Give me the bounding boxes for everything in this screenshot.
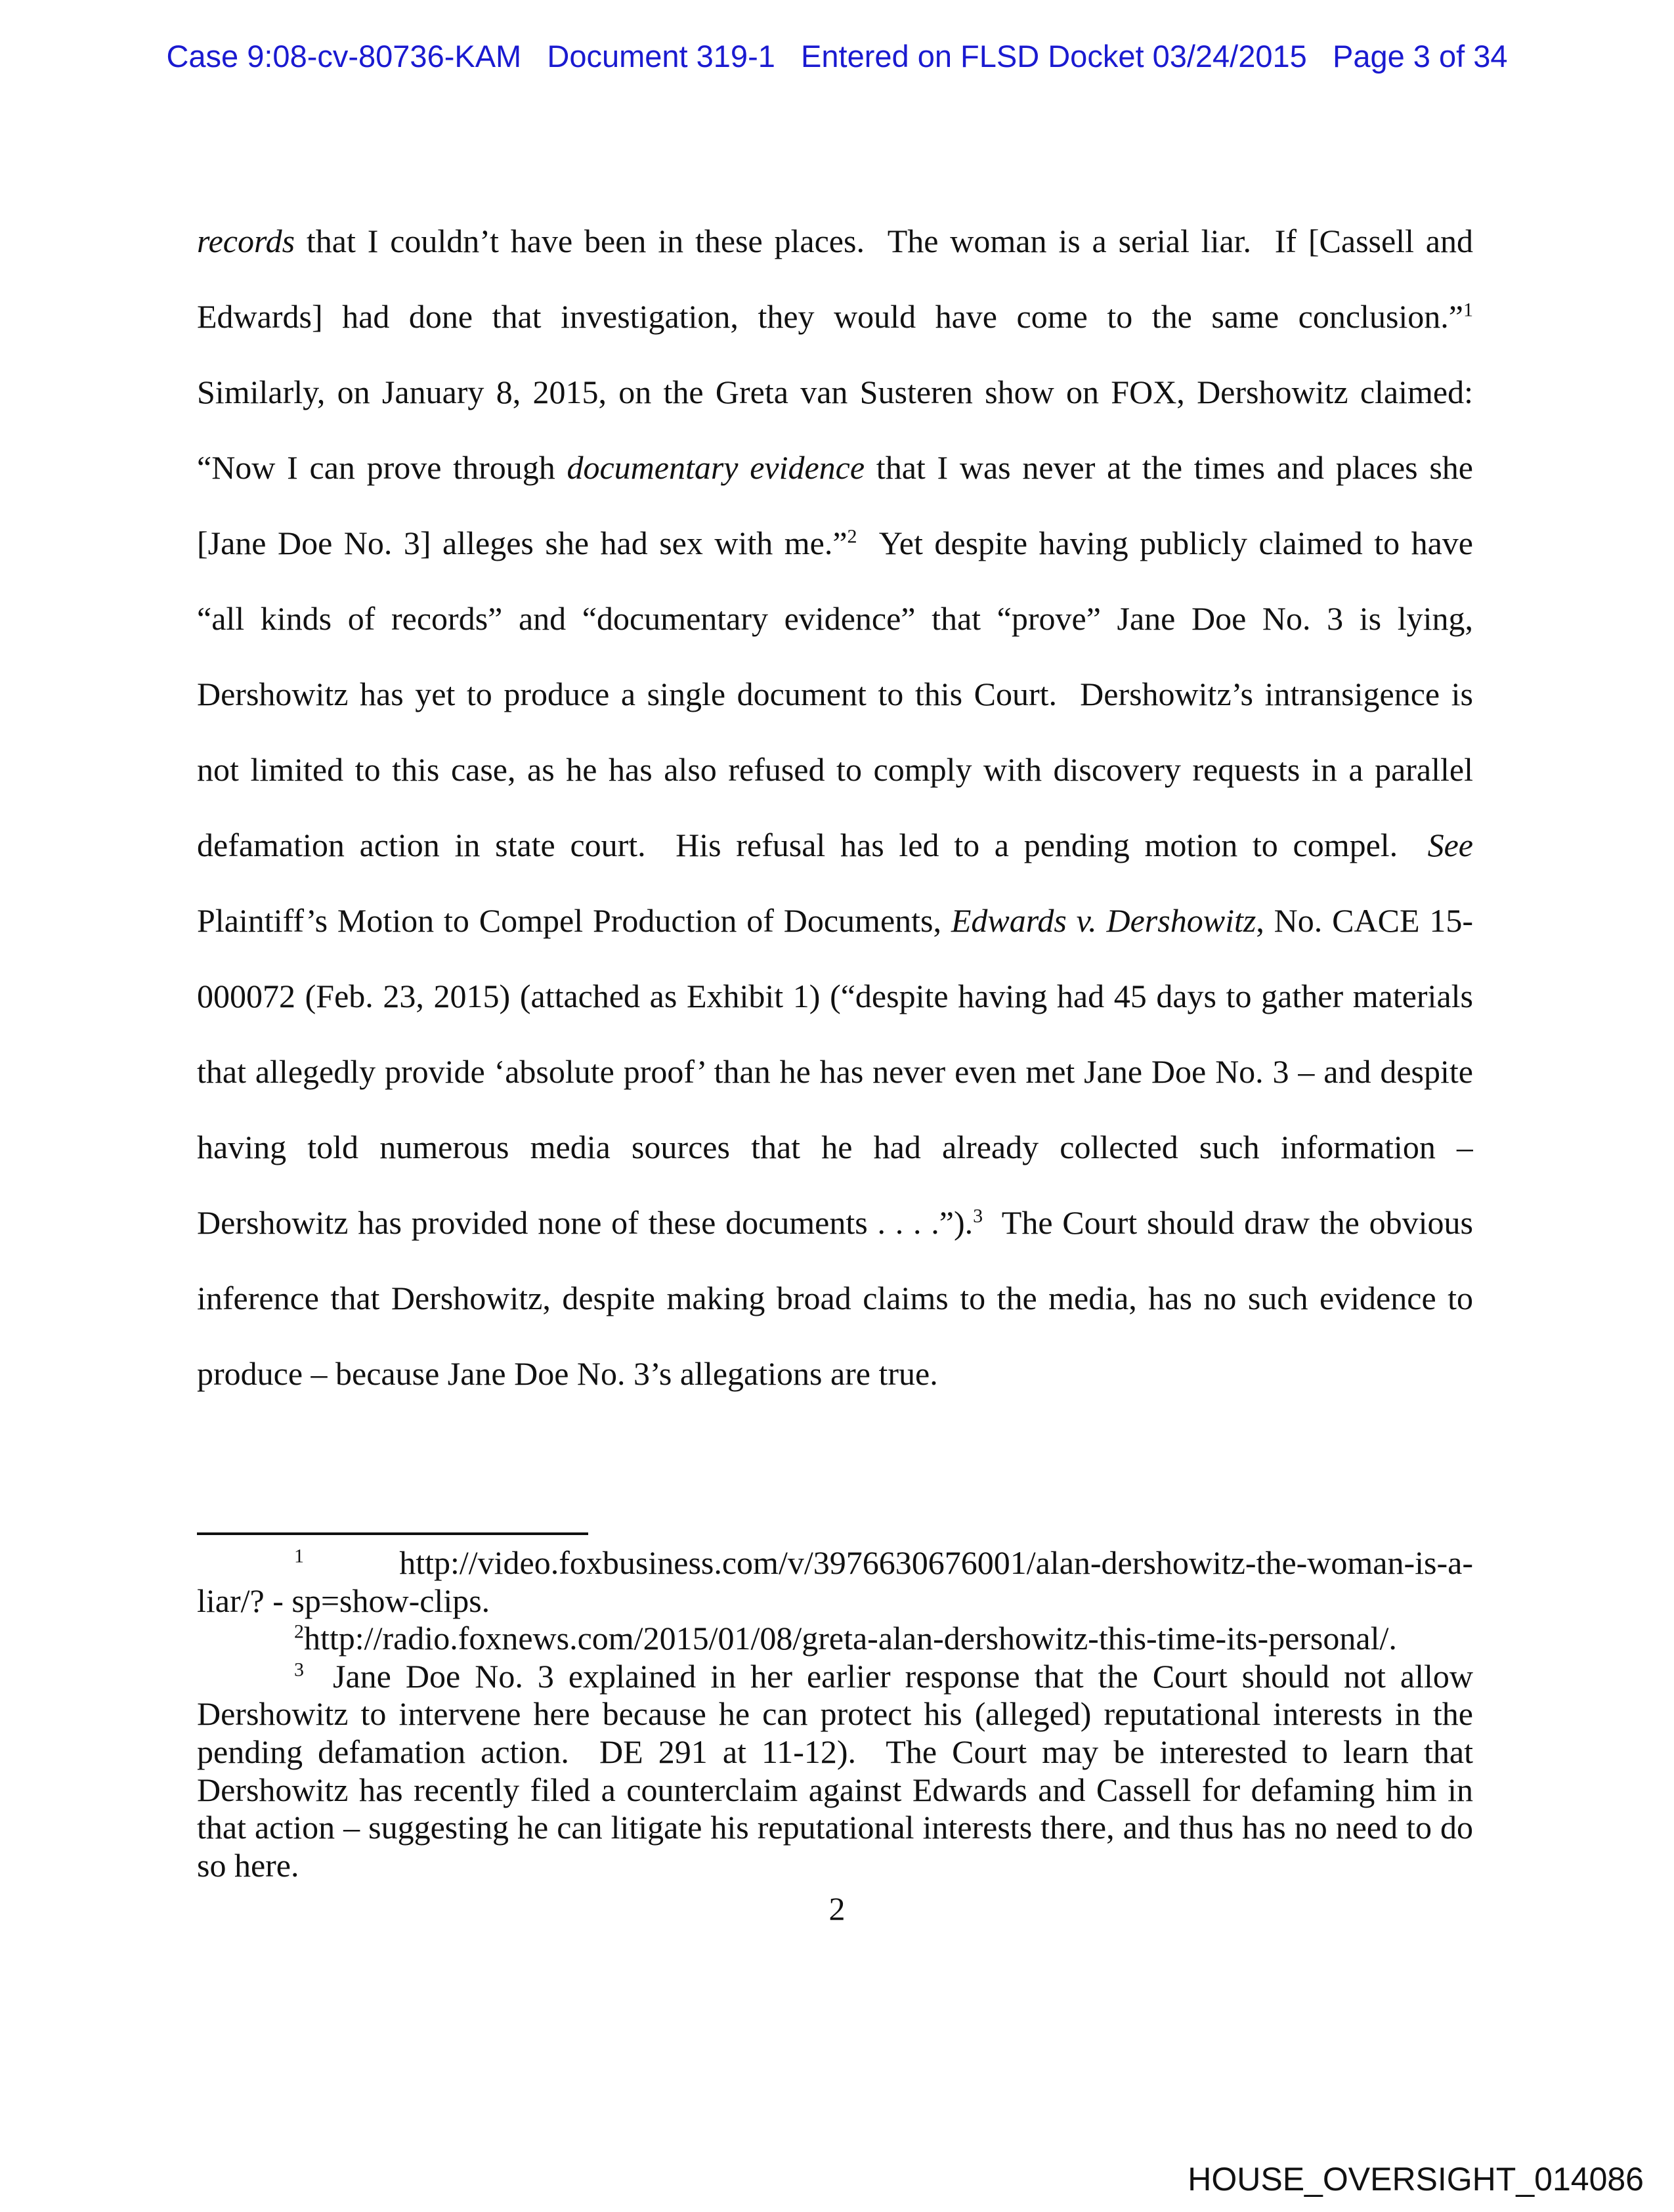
text-line [197, 1261, 1473, 1336]
text-run: that allegedly provide ‘absolute proof’ than he has never even met Jane Doe No. 3 – and despite [197, 1053, 1473, 1090]
footnote-line [197, 1544, 1473, 1582]
text-run: that I couldn’t have been in these places. The woman is a serial liar. If [Cassell and [295, 223, 1473, 259]
text-line [197, 1336, 1473, 1412]
text-run: inference that Dershowitz, despite making broad claims to the media, has no such evidence to [197, 1280, 1473, 1316]
bates-number: HOUSE_OVERSIGHT_014086 [1188, 2161, 1644, 2198]
footnotes [197, 1544, 1473, 1884]
docket-header-stamp: Case 9:08-cv-80736-KAM Document 319-1 Entered on FLSD Docket 03/24/2015 Page 3 of 34 [166, 39, 1508, 74]
text-run: Plaintiff’s Motion to Compel Production of Documents, [197, 902, 951, 939]
text-line [197, 581, 1473, 657]
text-line [197, 279, 1473, 355]
text-run: The Court should draw the obvious [983, 1204, 1473, 1241]
text-run: that I was never at the times and places she [865, 449, 1473, 486]
footnote-ref: 1 [1463, 299, 1473, 321]
footnote-line [197, 1847, 1473, 1885]
text-line [197, 355, 1473, 430]
footnote-ref: 3 [973, 1205, 983, 1227]
text-line [197, 657, 1473, 732]
text-run: so here. [197, 1846, 299, 1884]
text-run: 000072 (Feb. 23, 2015) (attached as Exhibit 1) (“despite having had 45 days to gather materials [197, 978, 1473, 1014]
text-line [197, 1185, 1473, 1261]
text-run: liar/? - sp=show-clips. [197, 1582, 490, 1619]
footnote-ref: 2 [847, 525, 857, 548]
text-line [197, 732, 1473, 808]
text-run: that action – suggesting he can litigate his reputational interests there, and thus has no need to do [197, 1809, 1473, 1846]
italic-text: See [1427, 827, 1473, 863]
text-run: not limited to this case, as he has also refused to comply with discovery requests in a parallel [197, 751, 1473, 788]
page-number: 2 [828, 1890, 846, 1927]
text-run: Yet despite having publicly claimed to have [857, 525, 1473, 561]
text-line [197, 808, 1473, 883]
footnote-ref: 3 [294, 1659, 304, 1681]
footnote-divider [197, 1532, 588, 1535]
italic-text: documentary evidence [567, 449, 865, 486]
footnote-line [197, 1771, 1473, 1810]
footnote-line [197, 1695, 1473, 1733]
text-run: Jane Doe No. 3 explained in her earlier response that the Court should not allow [304, 1657, 1473, 1695]
text-run: Similarly, on January 8, 2015, on the Greta van Susteren show on FOX, Dershowitz claimed: [197, 374, 1473, 410]
italic-text: Edwards v. Dershowitz [951, 902, 1256, 939]
text-run: [Jane Doe No. 3] alleges she had sex with me.” [197, 525, 848, 561]
footnote-line [197, 1620, 1473, 1658]
text-run: produce – because Jane Doe No. 3’s allegations are true. [197, 1355, 938, 1392]
text-run: Dershowitz has yet to produce a single document to this Court. Dershowitz’s intransigence is [197, 676, 1473, 712]
text-run: Dershowitz has provided none of these documents . . . .”). [197, 1204, 974, 1241]
footnote-line [197, 1658, 1473, 1696]
italic-text: records [197, 223, 295, 259]
text-line [197, 430, 1473, 506]
text-run: http://video.foxbusiness.com/v/3976630676001/alan-dershowitz-the-woman-is-a- [399, 1544, 1473, 1581]
text-run: defamation action in state court. His refusal has led to a pending motion to compel. [197, 827, 1428, 863]
text-line [197, 1110, 1473, 1185]
body-text [197, 204, 1473, 1412]
text-line [197, 959, 1473, 1034]
footnote-ref: 2 [294, 1620, 304, 1643]
footnote-line [197, 1809, 1473, 1847]
footnote-line [197, 1733, 1473, 1771]
footnote-ref: 1 [294, 1545, 304, 1567]
footnote-line [197, 1582, 1473, 1620]
text-line [197, 883, 1473, 959]
text-run: http://radio.foxnews.com/2015/01/08/greta-alan-dershowitz-this-time-its-personal/. [304, 1620, 1397, 1657]
text-run: Dershowitz to intervene here because he can protect his (alleged) reputational interests in the [197, 1695, 1473, 1733]
text-run: pending defamation action. DE 291 at 11-12). The Court may be interested to learn that [197, 1733, 1473, 1770]
text-run: “all kinds of records” and “documentary evidence” that “prove” Jane Doe No. 3 is lying, [197, 600, 1473, 637]
text-run: , No. CACE 15- [1256, 902, 1473, 939]
text-run: Edwards] had done that investigation, they would have come to the same conclusion.” [197, 298, 1463, 335]
text-line [197, 1034, 1473, 1110]
text-line [197, 506, 1473, 581]
text-run: having told numerous media sources that he had already collected such information – [197, 1129, 1473, 1165]
text-run: Dershowitz has recently filed a counterclaim against Edwards and Cassell for defaming him in [197, 1771, 1473, 1808]
text-line [197, 204, 1473, 279]
text-run: “Now I can prove through [197, 449, 567, 486]
